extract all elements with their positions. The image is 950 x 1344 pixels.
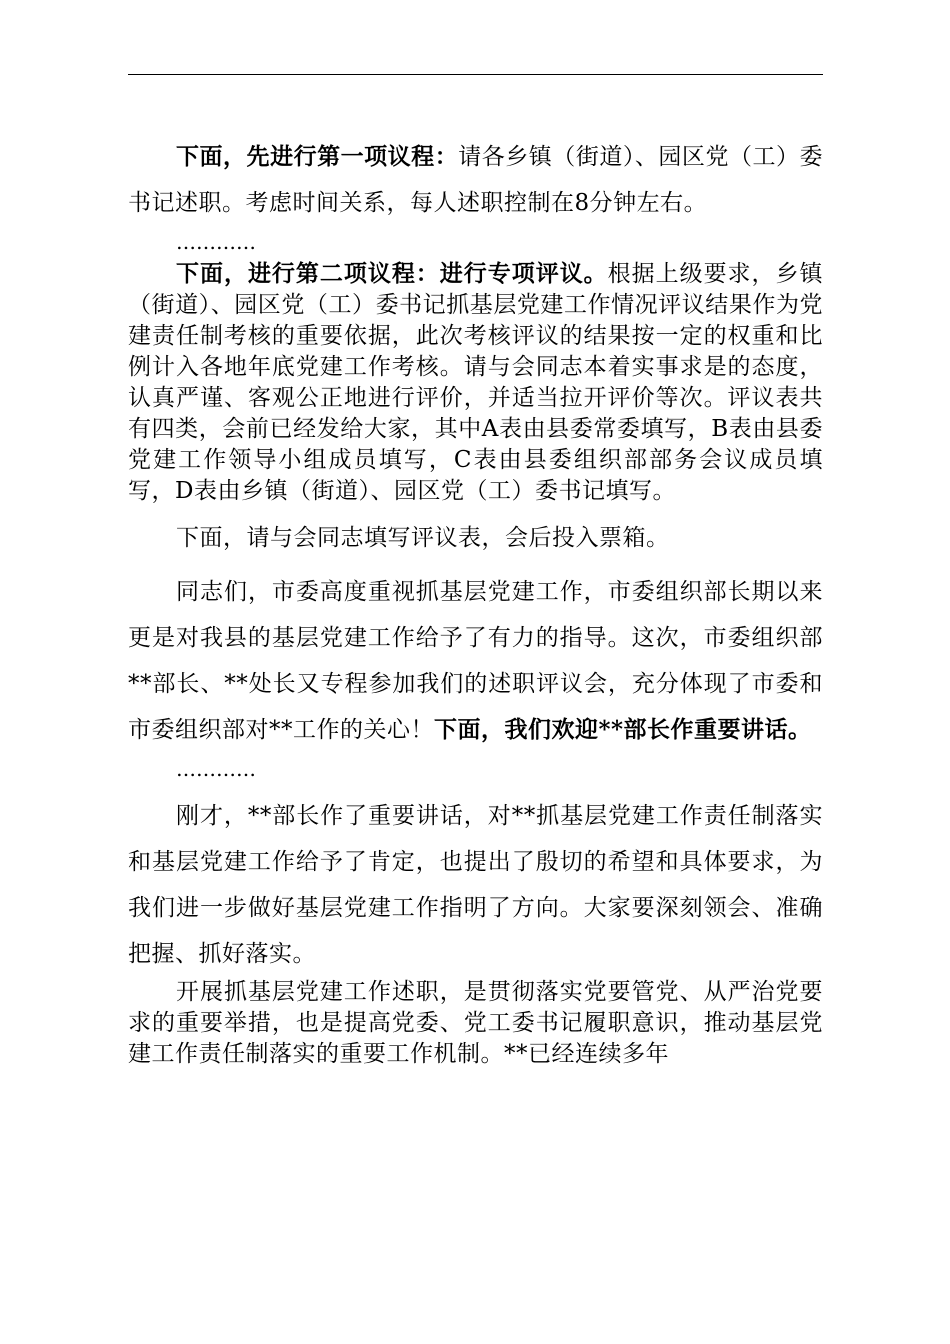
agenda-one-text: 请各乡镇（街道）、园区党（工）委书记述职。考虑时间关系，每人述职控制在8分钟左右。 [128,144,824,216]
paragraph-agenda-two [128,258,823,507]
paragraph-welcome [128,569,823,753]
paragraph-fill-form: 下面，请与会同志填写评议表，会后投入票箱。 [176,525,670,551]
agenda-two-text: 根据上级要求，乡镇（街道）、园区党（工）委书记抓基层党建工作情况评议结果作为党建责任制考核的重要依据，此次考核评议的结果按一定的权重和比例计入各地年底党建工作考核。请与会同志本着实事求是的态度，认真严谨、客观公正地进行评价，并适当拉开评价等次。评议表共有四类，会前已经发给大家，其中A表由县委常委填写，B表由县委党建工作领导小组成员填写，C表由县委组织部部务会议成员填写，D表由乡镇（街道）、园区党（工）委书记填写。 [128,261,824,504]
welcome-heading: 下面，我们欢迎**部长作重要讲话。 [434,716,812,743]
paragraph-after-speech: 刚才，**部长作了重要讲话，对**抓基层党建工作责任制落实和基层党建工作给予了肯定，也提出了殷切的希望和具体要求，为我们进一步做好基层党建工作指明了方向。大家要深刻领会、准确把握、抓好落实。 [128,803,823,967]
paragraph-agenda-one [128,134,823,226]
document-body [128,134,823,1070]
ellipsis-separator-2: ………… [176,757,256,781]
paragraph-significance: 开展抓基层党建工作述职，是贯彻落实党要管党、从严治党要求的重要举措，也是提高党委、党工委书记履职意识，推动基层党建工作责任制落实的重要工作机制。**已经连续多年 [128,979,823,1067]
agenda-two-heading: 下面，进行第二项议程：进行专项评议。 [176,260,608,287]
ellipsis-separator: ………… [176,230,256,254]
agenda-one-heading: 下面，先进行第一项议程： [176,143,459,170]
welcome-text: 同志们，市委高度重视抓基层党建工作，市委组织部长期以来更是对我县的基层党建工作给予了有力的指导。这次，市委组织部**部长、**处长又专程参加我们的述职评议会，充分体现了市委和市委组织部对**工作的关心！ [128,579,823,743]
header-rule [128,74,823,75]
